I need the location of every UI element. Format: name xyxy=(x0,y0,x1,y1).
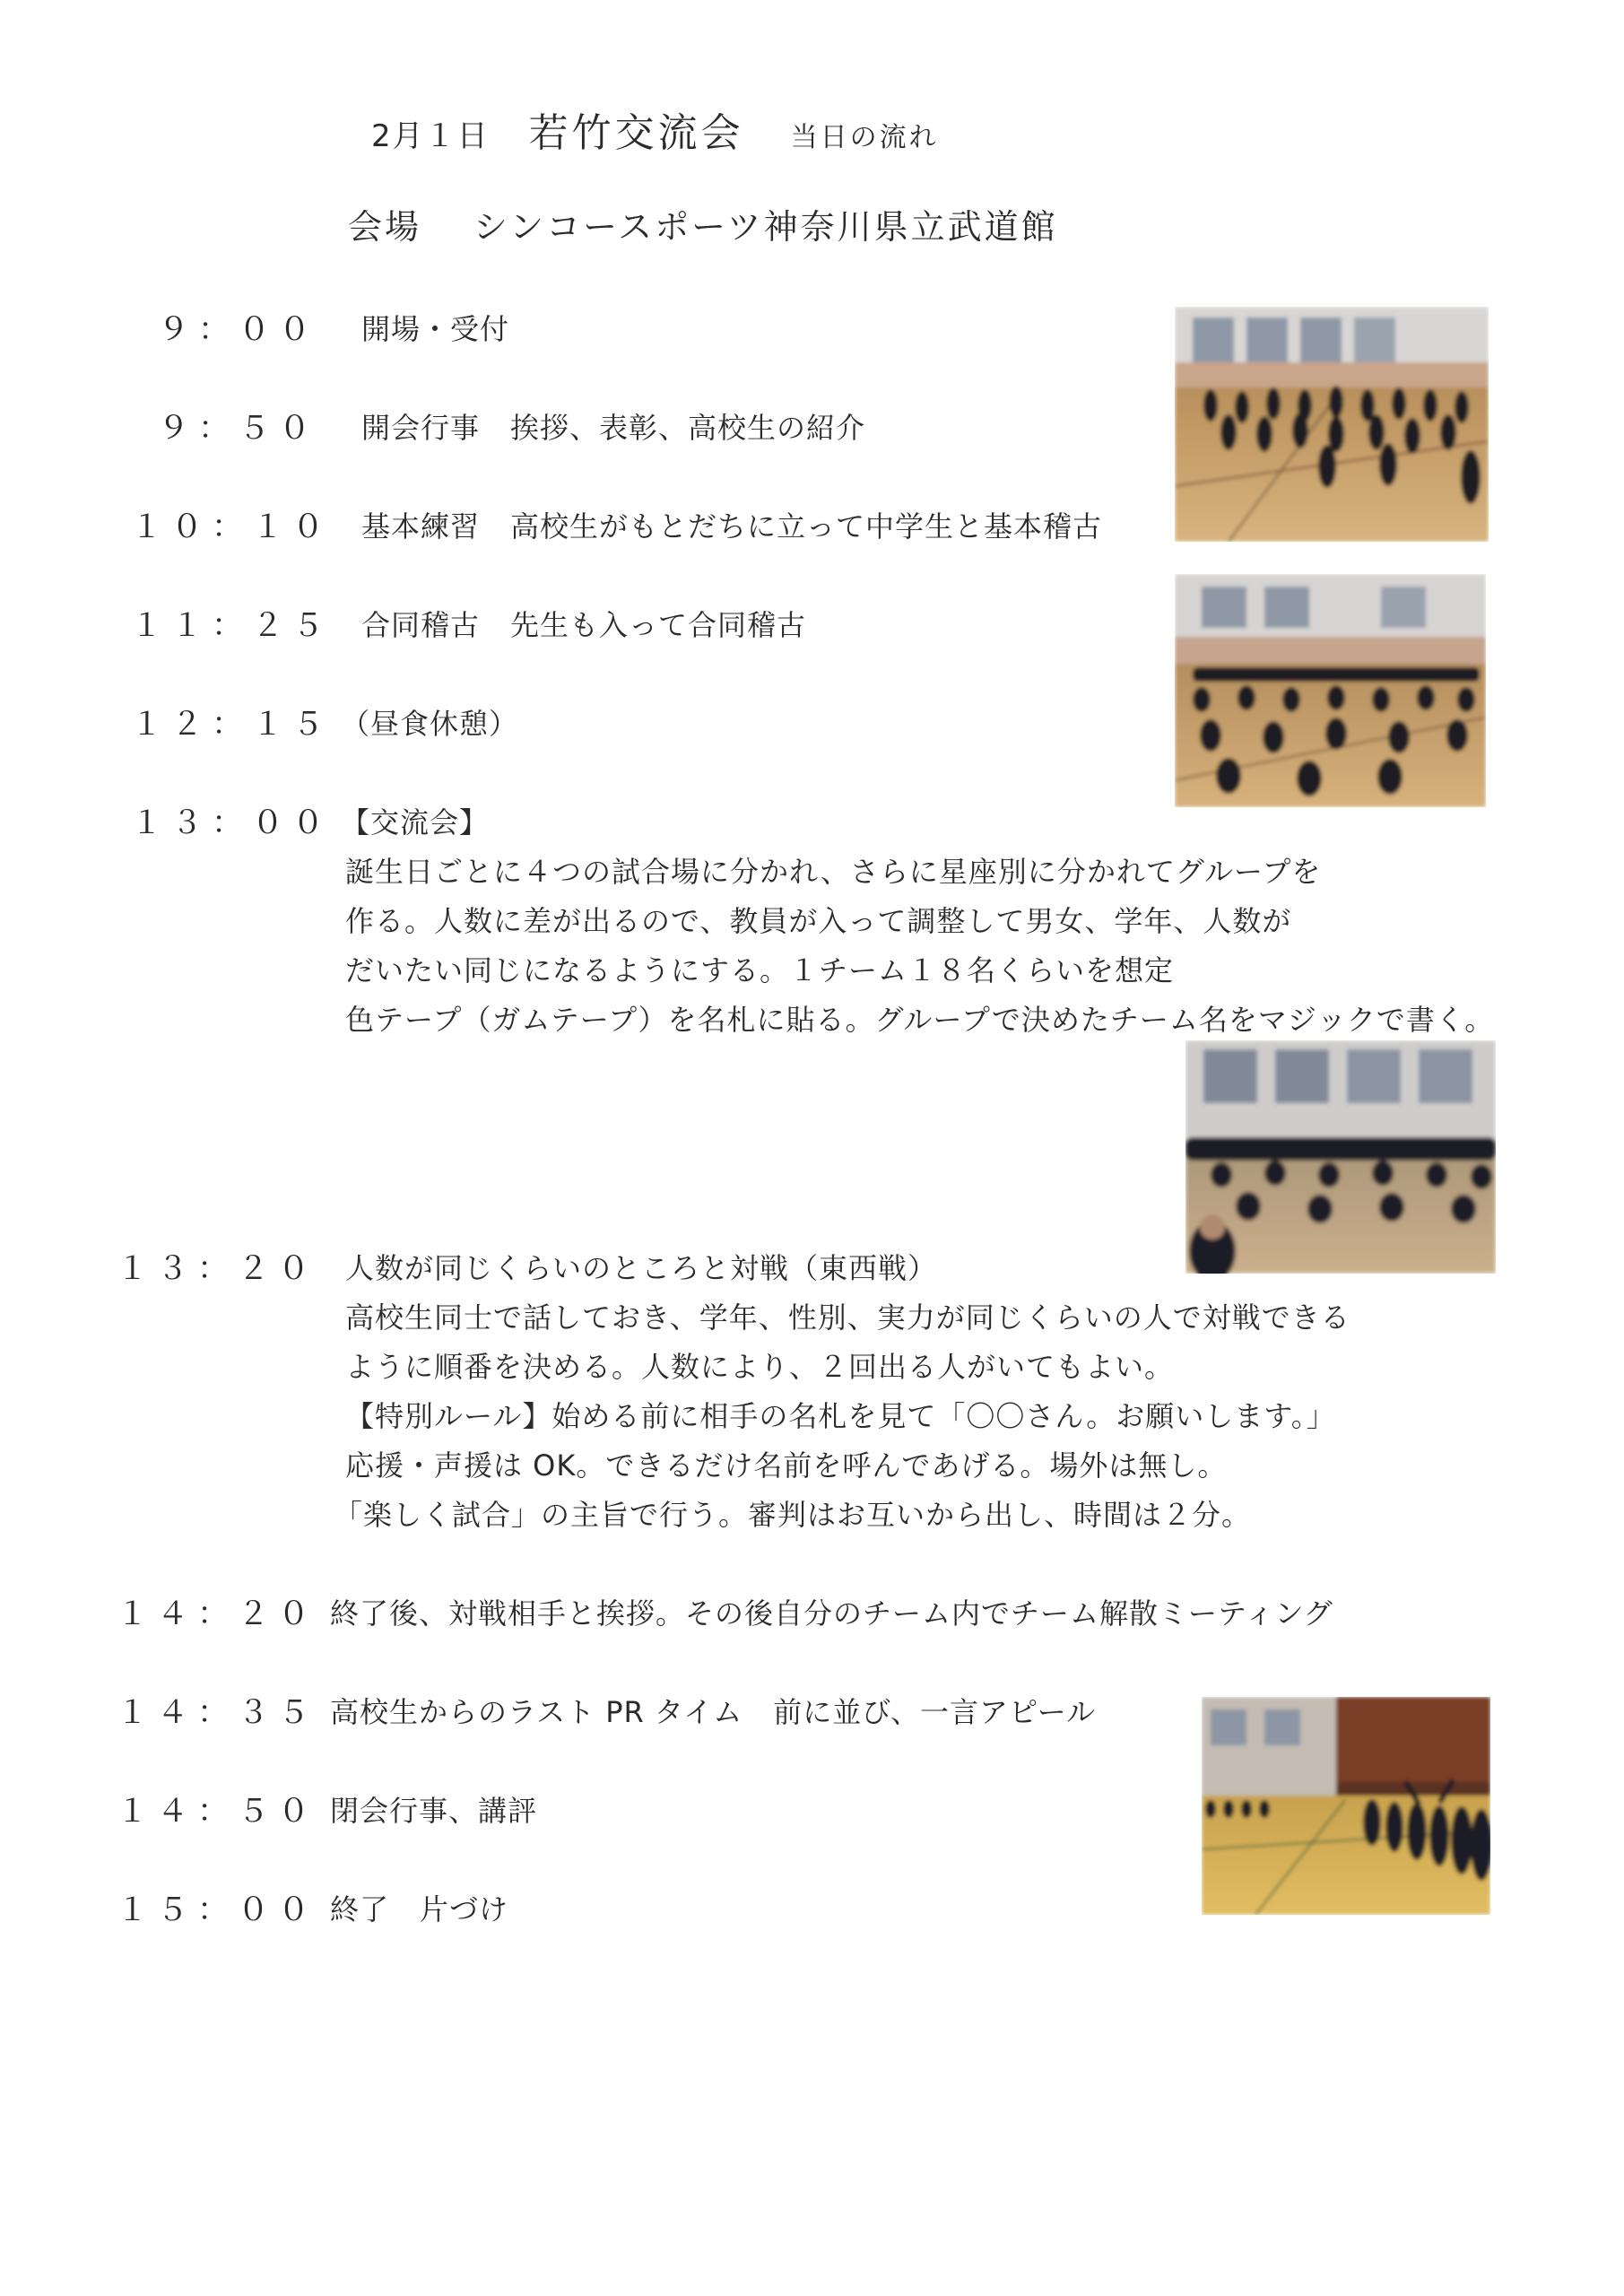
exchange-note: 誕生日ごとに４つの試合場に分かれ、さらに星座別に分かれてグループを xyxy=(345,855,1322,889)
schedule-time: １１：２５ xyxy=(131,608,334,644)
event-title: 若竹交流会 xyxy=(528,110,744,156)
schedule-detail: 前に並び、一言アピール xyxy=(773,1695,1097,1729)
venue-label: 会場 xyxy=(348,207,422,247)
page-title xyxy=(371,100,939,158)
match-note: ように順番を決める。人数により、２回出る人がいてもよい。 xyxy=(345,1350,1175,1384)
schedule-item xyxy=(341,701,518,743)
schedule-label: （昼食休憩） xyxy=(341,707,519,741)
schedule-label: 開場・受付 xyxy=(361,312,510,346)
venue-line xyxy=(348,199,1058,248)
schedule-detail: 挨拶、表彰、高校生の紹介 xyxy=(510,411,866,445)
photo-opening-ceremony xyxy=(1175,307,1489,542)
match-note: 「楽しく試合」の主旨で行う。審判はお互いから出し、時間は２分。 xyxy=(334,1498,1252,1532)
schedule-item xyxy=(330,1788,537,1830)
schedule-time: １３：００ xyxy=(131,805,334,841)
photo-exchange-groups xyxy=(1185,1040,1496,1274)
schedule-item xyxy=(341,800,489,841)
schedule-time: ９：５０ xyxy=(158,411,320,447)
schedule-item xyxy=(361,504,1102,545)
match-note: 【特別ルール】始める前に相手の名札を見て「〇〇さん。お願いします。」 xyxy=(345,1399,1336,1433)
schedule-time: １５：００ xyxy=(117,1892,319,1928)
match-note: 高校生同士で話しておき、学年、性別、実力が同じくらいの人で対戦できる xyxy=(345,1300,1350,1335)
event-subtitle: 当日の流れ xyxy=(790,122,939,153)
schedule-time: １２：１５ xyxy=(131,707,334,743)
schedule-time: １４：２０ xyxy=(117,1596,319,1632)
photo-closing-appeal xyxy=(1202,1697,1490,1915)
exchange-note: 色テープ（ガムテープ）を名札に貼る。グループで決めたチーム名をマジックで書く。 xyxy=(345,1003,1495,1037)
schedule-item xyxy=(361,405,865,447)
schedule-time: １３：２０ xyxy=(117,1251,319,1287)
schedule-item xyxy=(330,1690,1096,1731)
schedule-time: １０：１０ xyxy=(131,509,334,545)
schedule-label: 基本練習 xyxy=(361,509,481,544)
schedule-detail: 高校生がもとだちに立って中学生と基本稽古 xyxy=(510,509,1103,544)
schedule-time: ９：００ xyxy=(158,312,320,348)
schedule-detail: 先生も入って合同稽古 xyxy=(510,608,807,642)
schedule-time: １４：５０ xyxy=(117,1794,319,1830)
match-note: 応援・声援は OK。できるだけ名前を呼んであげる。場外は無し。 xyxy=(345,1448,1228,1483)
schedule-item xyxy=(345,1246,937,1287)
schedule-time: １４：３５ xyxy=(117,1695,319,1731)
schedule-label: 開会行事 xyxy=(361,411,481,445)
venue-name: シンコースポーツ神奈川県立武道館 xyxy=(473,207,1058,247)
schedule-label: 終了 xyxy=(330,1892,390,1926)
schedule-item xyxy=(330,1591,1333,1632)
photo-joint-practice xyxy=(1175,574,1486,807)
schedule-item xyxy=(330,1887,508,1928)
schedule-label: 【交流会】 xyxy=(341,805,490,839)
event-date: 2月１日 xyxy=(371,118,490,154)
schedule-label: 高校生からのラスト PR タイム xyxy=(330,1695,743,1729)
schedule-label: 閉会行事、講評 xyxy=(330,1794,538,1828)
schedule-detail: 片づけ xyxy=(420,1892,509,1926)
exchange-note: 作る。人数に差が出るので、教員が入って調整して男女、学年、人数が xyxy=(345,904,1292,938)
schedule-item xyxy=(361,603,806,644)
exchange-note: だいたい同じになるようにする。１チーム１８名くらいを想定 xyxy=(345,953,1175,987)
schedule-label: 合同稽古 xyxy=(361,608,481,642)
schedule-item xyxy=(361,307,509,348)
schedule-label: 人数が同じくらいのところと対戦（東西戦） xyxy=(345,1251,938,1285)
schedule-label: 終了後、対戦相手と挨拶。その後自分のチーム内でチーム解散ミーティング xyxy=(330,1596,1333,1631)
